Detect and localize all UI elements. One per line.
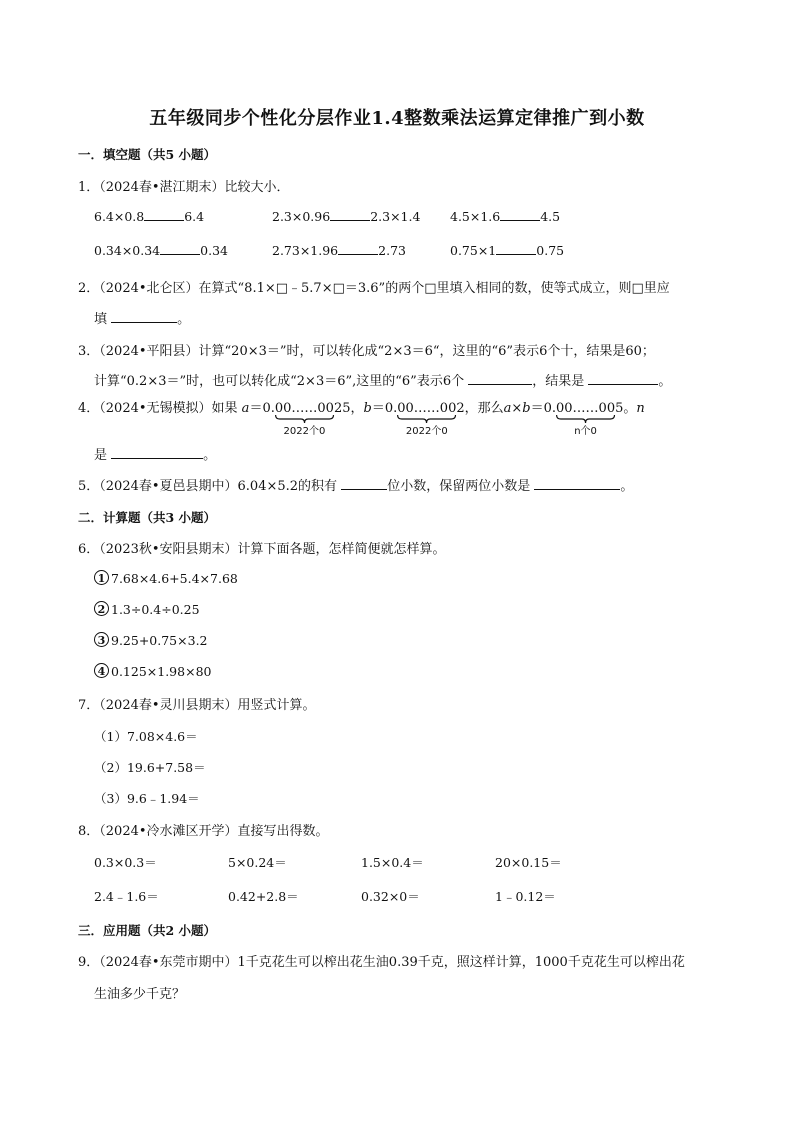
answer-blank[interactable] [338, 243, 378, 255]
section-heading-calculation: 二．计算题（共3 小题） [78, 510, 217, 525]
question-1-label: 1．（2024春•湛江期末）比较大小． [78, 180, 290, 195]
q1-item-5: 2.73×1.96 2.73 [272, 243, 406, 258]
section-heading-application: 三．应用题（共2 小题） [78, 923, 217, 938]
answer-blank[interactable] [111, 311, 177, 323]
answer-blank[interactable] [341, 478, 387, 490]
question-4-continuation: 是 。 [94, 448, 217, 463]
question-9-continuation: 生油多少千克？ [94, 987, 186, 1002]
question-9-text: 9．（2024春•东莞市期中）1千克花生可以榨出花生油0.39千克，照这样计算，1000千克花生可以榨出花 [78, 955, 685, 970]
page-title: 五年级同步个性化分层作业1.4整数乘法运算定律推广到小数 [149, 108, 645, 129]
q6-item-1: 1 7.68×4.6+5.4×7.68 [94, 570, 238, 586]
answer-blank[interactable] [588, 373, 658, 385]
question-7-label: 7．（2024春•灵川县期末）用竖式计算。 [78, 698, 316, 713]
q8-item-2: 5×0.24＝ [228, 855, 287, 870]
answer-blank[interactable] [496, 243, 536, 255]
q1-item-2: 2.3×0.96 2.3×1.4 [272, 209, 421, 224]
answer-blank[interactable] [144, 209, 184, 221]
q6-item-4: 4 0.125×1.98×80 [94, 663, 211, 679]
answer-blank[interactable] [468, 373, 532, 385]
q1-item-4: 0.34×0.34 0.34 [94, 243, 228, 258]
question-3-text: 3．（2024•平阳县）计算“20×3＝”时，可以转化成“2×3＝6“，这里的“6”表示6个十，结果是60； [78, 344, 655, 359]
answer-blank[interactable] [534, 478, 620, 490]
answer-blank[interactable] [330, 209, 370, 221]
question-2-text: 2．（2024•北仑区）在算式“8.1×□﹣5.7×□＝3.6”的两个□里填入相同的数，使等式成立，则□里应 [78, 281, 670, 296]
q1-item-3: 4.5×1.6 4.5 [450, 209, 561, 224]
q7-item-1: （1）7.08×4.6＝ [94, 729, 198, 744]
q8-item-6: 0.42+2.8＝ [228, 889, 299, 904]
question-8-label: 8．（2024•冷水滩区开学）直接写出得数。 [78, 824, 329, 839]
question-5-text: 5．（2024春•夏邑县期中）6.04×5.2的积有 位小数，保留两位小数是 。 [78, 479, 634, 494]
q8-item-4: 20×0.15＝ [495, 855, 562, 870]
q6-item-3: 3 9.25+0.75×3.2 [94, 632, 208, 648]
q1-item-6: 0.75×1 0.75 [450, 243, 565, 258]
q8-item-3: 1.5×0.4＝ [361, 855, 424, 870]
question-6-label: 6．（2023秋•安阳县期末）计算下面各题，怎样简便就怎样算。 [78, 542, 446, 557]
q7-item-3: （3）9.6﹣1.94＝ [94, 791, 200, 806]
q8-item-5: 2.4﹣1.6＝ [94, 889, 159, 904]
answer-blank[interactable] [500, 209, 540, 221]
q1-item-1: 6.4×0.8 6.4 [94, 209, 205, 224]
answer-blank[interactable] [111, 447, 203, 459]
question-3-continuation: 计算“0.2×3＝”时，也可以转化成“2×3＝6”,这里的“6”表示6个 ，结果是 。 [94, 374, 672, 389]
question-2-continuation: 填 。 [94, 312, 191, 327]
underbrace-a: 00……00 2022个0 [274, 401, 334, 437]
q8-item-8: 1﹣0.12＝ [495, 889, 556, 904]
q6-item-2: 2 1.3÷0.4÷0.25 [94, 601, 200, 617]
answer-blank[interactable] [160, 243, 200, 255]
q7-item-2: （2）19.6+7.58＝ [94, 760, 206, 775]
underbrace-b: 00……00 2022个0 [397, 401, 457, 437]
q8-item-7: 0.32×0＝ [361, 889, 420, 904]
section-heading-fill-blank: 一．填空题（共5 小题） [78, 147, 217, 162]
q8-item-1: 0.3×0.3＝ [94, 855, 157, 870]
question-4-text: 4．（2024•无锡模拟）如果 a＝0.00……00 2022个0 25，b＝0.00……00 2022个0 2，那么a×b＝0.00……00 n个0 5。n [78, 401, 645, 437]
underbrace-c: 00……00 n个0 [556, 401, 616, 437]
